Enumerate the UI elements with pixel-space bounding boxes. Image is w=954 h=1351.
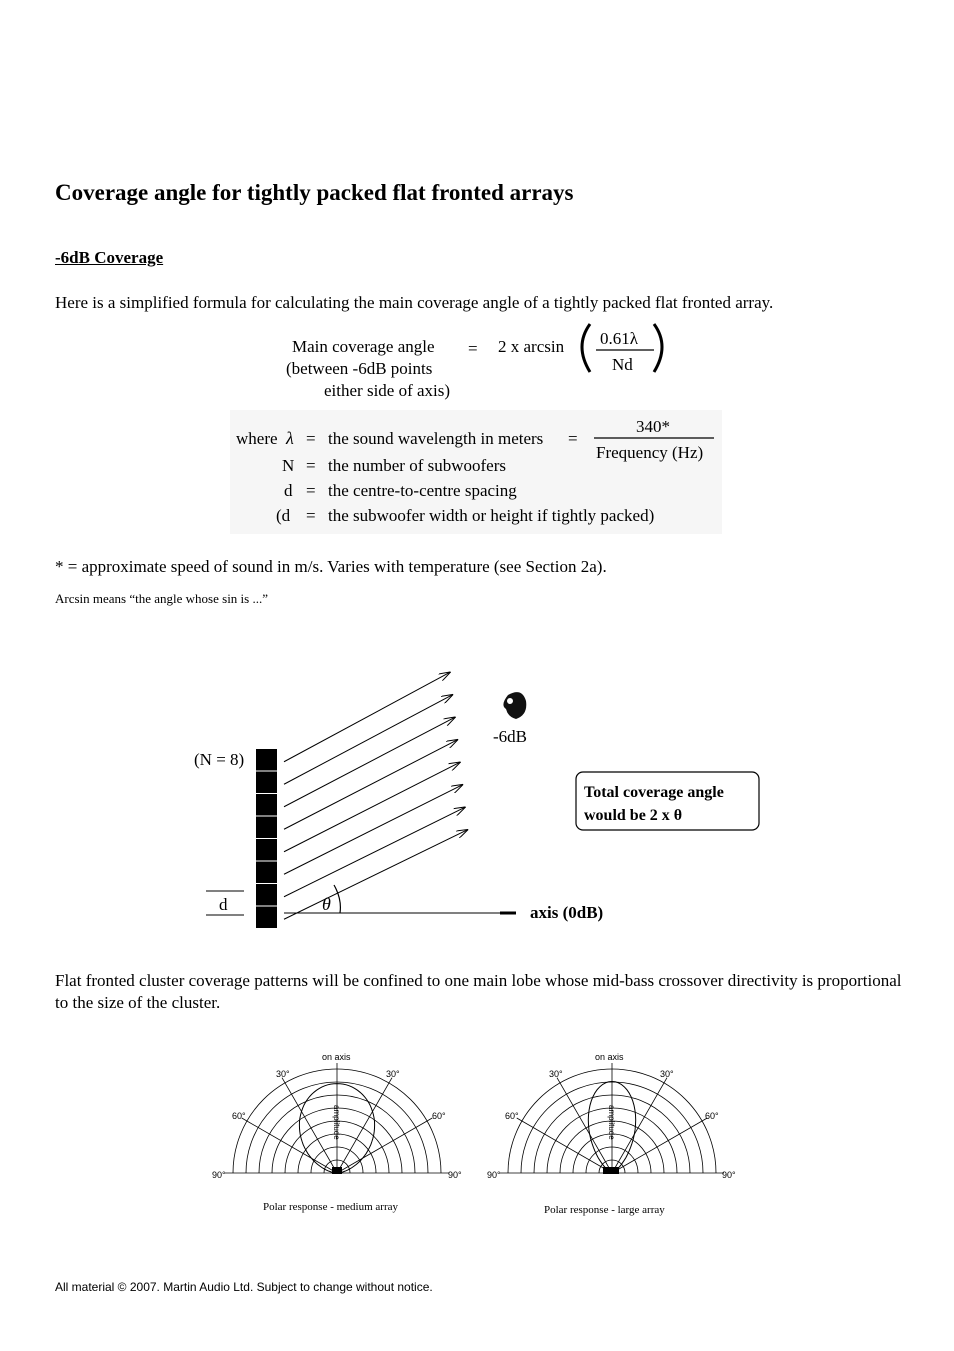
left-60-label: 60° [232,1111,246,1121]
def-symbol-lambda: λ [286,428,294,448]
formula-lhs-line3: either side of axis) [324,381,451,400]
right-60-label: 60° [432,1111,446,1121]
polar-plot-medium [210,1045,480,1220]
wavefront-arrow [284,672,450,761]
polar-spoke [337,1078,392,1173]
def-desc-d-packed: the subwoofer width or height if tightly packed) [328,506,655,525]
subwoofer-cabinet [256,907,277,929]
def-desc-d: the centre-to-centre spacing [328,481,517,500]
minus6db-label: -6dB [493,727,527,746]
on-axis-label: on axis [595,1052,624,1062]
right-30-label: 30° [660,1069,674,1079]
polar-caption: Polar response - medium array [263,1201,399,1213]
def-eq-d: = [306,481,316,500]
array-marker [603,1167,619,1174]
array-marker [332,1167,342,1174]
on-axis-label: on axis [322,1052,351,1062]
wavelength-equals: = [568,429,578,448]
wavefront-arrow [284,807,465,896]
n-label: (N = 8) [194,750,245,769]
amplitude-label: amplitude [607,1105,616,1140]
theta-label: θ [322,894,331,914]
axis-label: axis (0dB) [530,903,604,922]
polar-spoke [517,1118,612,1173]
formula-lhs-line1: Main coverage angle [292,337,435,356]
coverage-formula [230,318,730,536]
subwoofer-cabinet [256,884,277,906]
wavefront-arrow [284,830,467,919]
subwoofer-cabinet [256,772,277,794]
wavelength-denominator: Frequency (Hz) [596,443,704,462]
polar-spoke [612,1118,707,1173]
subwoofer-cabinet [256,839,277,861]
amplitude-label: amplitude [332,1105,341,1140]
def-desc-lambda: the sound wavelength in meters [328,429,544,448]
polar-spoke [612,1078,667,1173]
def-eq-n: = [306,456,316,475]
subwoofer-cabinet [256,749,277,771]
intro-paragraph: Here is a simplified formula for calculating the main coverage angle of a tightly packed flat fronted array. [55,293,774,312]
wavefront-arrow [284,717,455,806]
definitions-where: where [236,429,278,448]
formula-equals: = [468,339,478,358]
left-30-label: 30° [276,1069,290,1079]
callout-line2: would be 2 x θ [584,807,683,824]
callout-line1: Total coverage angle [584,784,724,801]
footer-copyright: All material © 2007. Martin Audio Ltd. Subject to change without notice. [55,1280,433,1294]
wavefront-arrow [284,762,460,851]
def-desc-n: the number of subwoofers [328,456,506,475]
formula-denominator: Nd [612,355,633,374]
subwoofer-cabinet [256,794,277,816]
left-paren [582,324,590,372]
def-eq-lambda: = [306,429,316,448]
right-90-label: 90° [722,1170,736,1180]
speed-of-sound-note: * = approximate speed of sound in m/s. Varies with temperature (see Section 2a). [55,557,607,576]
left-90-label: 90° [212,1170,226,1180]
cluster-paragraph: Flat fronted cluster coverage patterns will be confined to one main lobe whose mid-bass crossover directivity is proportional to the size of the cluster. [55,971,902,1012]
polar-spoke [242,1118,337,1173]
polar-spoke [557,1078,612,1173]
formula-lhs-line2: (between -6dB points [286,359,433,378]
section-heading: -6dB Coverage [55,248,164,267]
wavefront-arrow [284,785,462,874]
formula-rhs-prefix: 2 x arcsin [498,337,565,356]
right-90-label: 90° [448,1170,462,1180]
wavelength-numerator: 340* [636,417,670,436]
def-eq-d-packed: = [306,506,316,525]
right-paren [654,324,662,372]
array-coverage-diagram [190,665,770,935]
polar-plot-large [485,1045,755,1220]
theta-arc [334,885,340,913]
def-symbol-d-packed: (d [276,506,291,525]
right-30-label: 30° [386,1069,400,1079]
left-60-label: 60° [505,1111,519,1121]
def-symbol-d: d [284,481,293,500]
page-title: Coverage angle for tightly packed flat fronted arrays [55,180,574,205]
subwoofer-stack [256,749,277,928]
wavefront-rays [284,672,467,919]
formula-numerator: 0.61λ [600,329,638,348]
polar-spoke [337,1118,432,1173]
eye-icon [503,692,526,719]
left-30-label: 30° [549,1069,563,1079]
polar-spoke [282,1078,337,1173]
def-symbol-n: N [282,456,295,475]
arcsin-note: Arcsin means “the angle whose sin is ...” [55,591,269,606]
polar-caption: Polar response - large array [544,1204,665,1216]
subwoofer-cabinet [256,862,277,884]
right-60-label: 60° [705,1111,719,1121]
wavefront-arrow [284,740,457,829]
left-90-label: 90° [487,1170,501,1180]
d-label: d [219,895,228,914]
wavefront-arrow [284,695,452,784]
subwoofer-cabinet [256,817,277,839]
